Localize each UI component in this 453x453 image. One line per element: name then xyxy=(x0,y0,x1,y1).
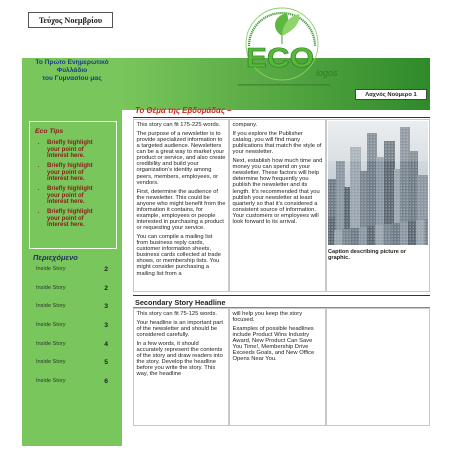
paragraph: Your headline is an important part of the newsletter and should be considered carefully. xyxy=(136,319,223,339)
building xyxy=(328,217,335,245)
sidebar-title xyxy=(22,59,122,83)
building xyxy=(408,221,417,245)
tip-item: • Briefly highlight your point of interest here. xyxy=(47,186,100,206)
contents-entry xyxy=(36,378,108,397)
secondary-story-column-1 xyxy=(133,308,229,426)
contents-entry-label: Inside Story xyxy=(36,266,66,272)
sidebar-title-line: Φυλλάδιο xyxy=(56,67,88,74)
logo-wordmark: ECO xyxy=(246,42,314,73)
contents-entry-label: Inside Story xyxy=(36,340,66,347)
secondary-story-rule-top xyxy=(133,295,430,296)
tips-box xyxy=(29,121,117,249)
paragraph: Next, establish how much time and money you can spend on your newsletter. These factors will help determine how frequently you publish the newsletter and its length. It’s recommended that you publish your newsletter at least quarterly so that it’s considered a consistent source of information. Your customers or employees will look forward to its arrival. xyxy=(232,158,323,225)
building xyxy=(424,219,428,245)
secondary-story-column-3 xyxy=(326,308,430,426)
issue-date-box xyxy=(28,12,113,28)
tip-item: • Briefly highlight your point of interest here. xyxy=(47,209,100,229)
contents-entry-page: 5 xyxy=(104,359,108,367)
lead-story-column-1 xyxy=(133,119,229,292)
contents-entry xyxy=(36,266,108,285)
contents-entry-label: Inside Story xyxy=(36,303,66,310)
building xyxy=(383,224,392,245)
building xyxy=(367,226,376,245)
sidebar-title-line: Το Πρώτο Ενημερωτικό xyxy=(35,59,109,66)
secondary-story-column-2 xyxy=(229,308,326,426)
lead-story-title: Το Θέμα της Εβδομάδας – xyxy=(135,106,232,115)
building xyxy=(400,222,409,245)
contents-entry xyxy=(36,341,108,360)
contents-entry-label: Inside Story xyxy=(36,359,66,366)
contents-entry xyxy=(36,322,108,341)
contents-entry xyxy=(36,285,108,304)
logo-suffix: logos xyxy=(316,68,338,78)
building xyxy=(416,220,425,245)
paragraph: You can compile a mailing list from business reply cards, customer information sheets, business cards collected at trade shows, or membership lists. You might consider purchasing a mailing list from a xyxy=(136,233,221,277)
building xyxy=(334,230,343,245)
building xyxy=(342,229,351,245)
contents-entry xyxy=(36,303,108,322)
contents-entry xyxy=(36,359,108,378)
paragraph: The purpose of a newsletter is to provide specialized information to a targeted audience. Newsletters can be a great way to market your product or service, and also create credibility and build your organization’s identity among peers, members, employees, or vendors. xyxy=(136,130,226,186)
paragraph: If you explore the Publisher catalog, you will find many publications that match the style of your newsletter. xyxy=(232,130,322,156)
paragraph: In a few words, it should accurately represent the contents of the story and draw readers into the story. Develop the headline before you write the story. This way, the headline xyxy=(136,340,223,378)
contents-entry-label: Inside Story xyxy=(36,322,66,329)
paragraph: will help you keep the story focused. xyxy=(232,311,303,324)
contents-entry-page: 6 xyxy=(104,378,108,386)
contents-list xyxy=(36,266,108,397)
contents-entry-page: 2 xyxy=(104,266,108,273)
tip-item: • Briefly highlight your point of interest here. xyxy=(47,163,100,183)
tips-list xyxy=(35,140,112,229)
contents-entry-page: 4 xyxy=(104,340,108,348)
contents-entry-page: 3 xyxy=(104,322,108,330)
issue-number-box xyxy=(355,89,427,100)
building xyxy=(351,228,360,245)
building xyxy=(392,223,401,245)
secondary-story-title: Secondary Story Headline xyxy=(135,297,226,307)
lead-story-rule xyxy=(133,117,430,118)
paragraph: This story can fit 175-225 words. xyxy=(136,122,221,128)
sidebar-title-line: του Γυμνασίου μας xyxy=(42,75,102,82)
logo-tagline-lettering xyxy=(238,84,330,86)
issue-date: Τεύχος Νοεμβρίου xyxy=(38,15,103,25)
tips-heading: Eco Tips xyxy=(35,128,64,135)
contents-entry-label: Inside Story xyxy=(36,378,66,385)
contents-entry-label: Inside Story xyxy=(36,284,66,291)
issue-number: Λαχνός Νούμερο 1 xyxy=(365,91,417,98)
eco-logo xyxy=(232,4,344,96)
lead-story-column-2 xyxy=(229,119,326,292)
building xyxy=(375,225,384,245)
contents-entry-page: 3 xyxy=(104,303,108,311)
paragraph: Examples of possible headlines include Product Wins Industry Award, New Product Can Save You Time!, Membership Drive Exceeds Goals, and New Office Opens Near You. xyxy=(232,325,315,363)
paragraph: First, determine the audience of the newsletter. This could be anyone who might benefit from the information it contains, for example, employees or people interested in purchasing a product or requesting your service. xyxy=(136,188,226,232)
tip-item: • Briefly highlight your point of interest here. xyxy=(47,140,100,160)
photo-caption: Caption describing picture or graphic. xyxy=(328,249,407,262)
city-skyline-photo xyxy=(328,121,428,245)
paragraph: company. xyxy=(232,122,258,128)
building xyxy=(359,227,368,245)
photo-haze xyxy=(328,121,428,161)
contents-heading: Περιεχόμενο xyxy=(33,253,78,262)
contents-entry-page: 2 xyxy=(104,284,108,292)
paragraph: This story can fit 75-125 words. xyxy=(136,311,218,317)
